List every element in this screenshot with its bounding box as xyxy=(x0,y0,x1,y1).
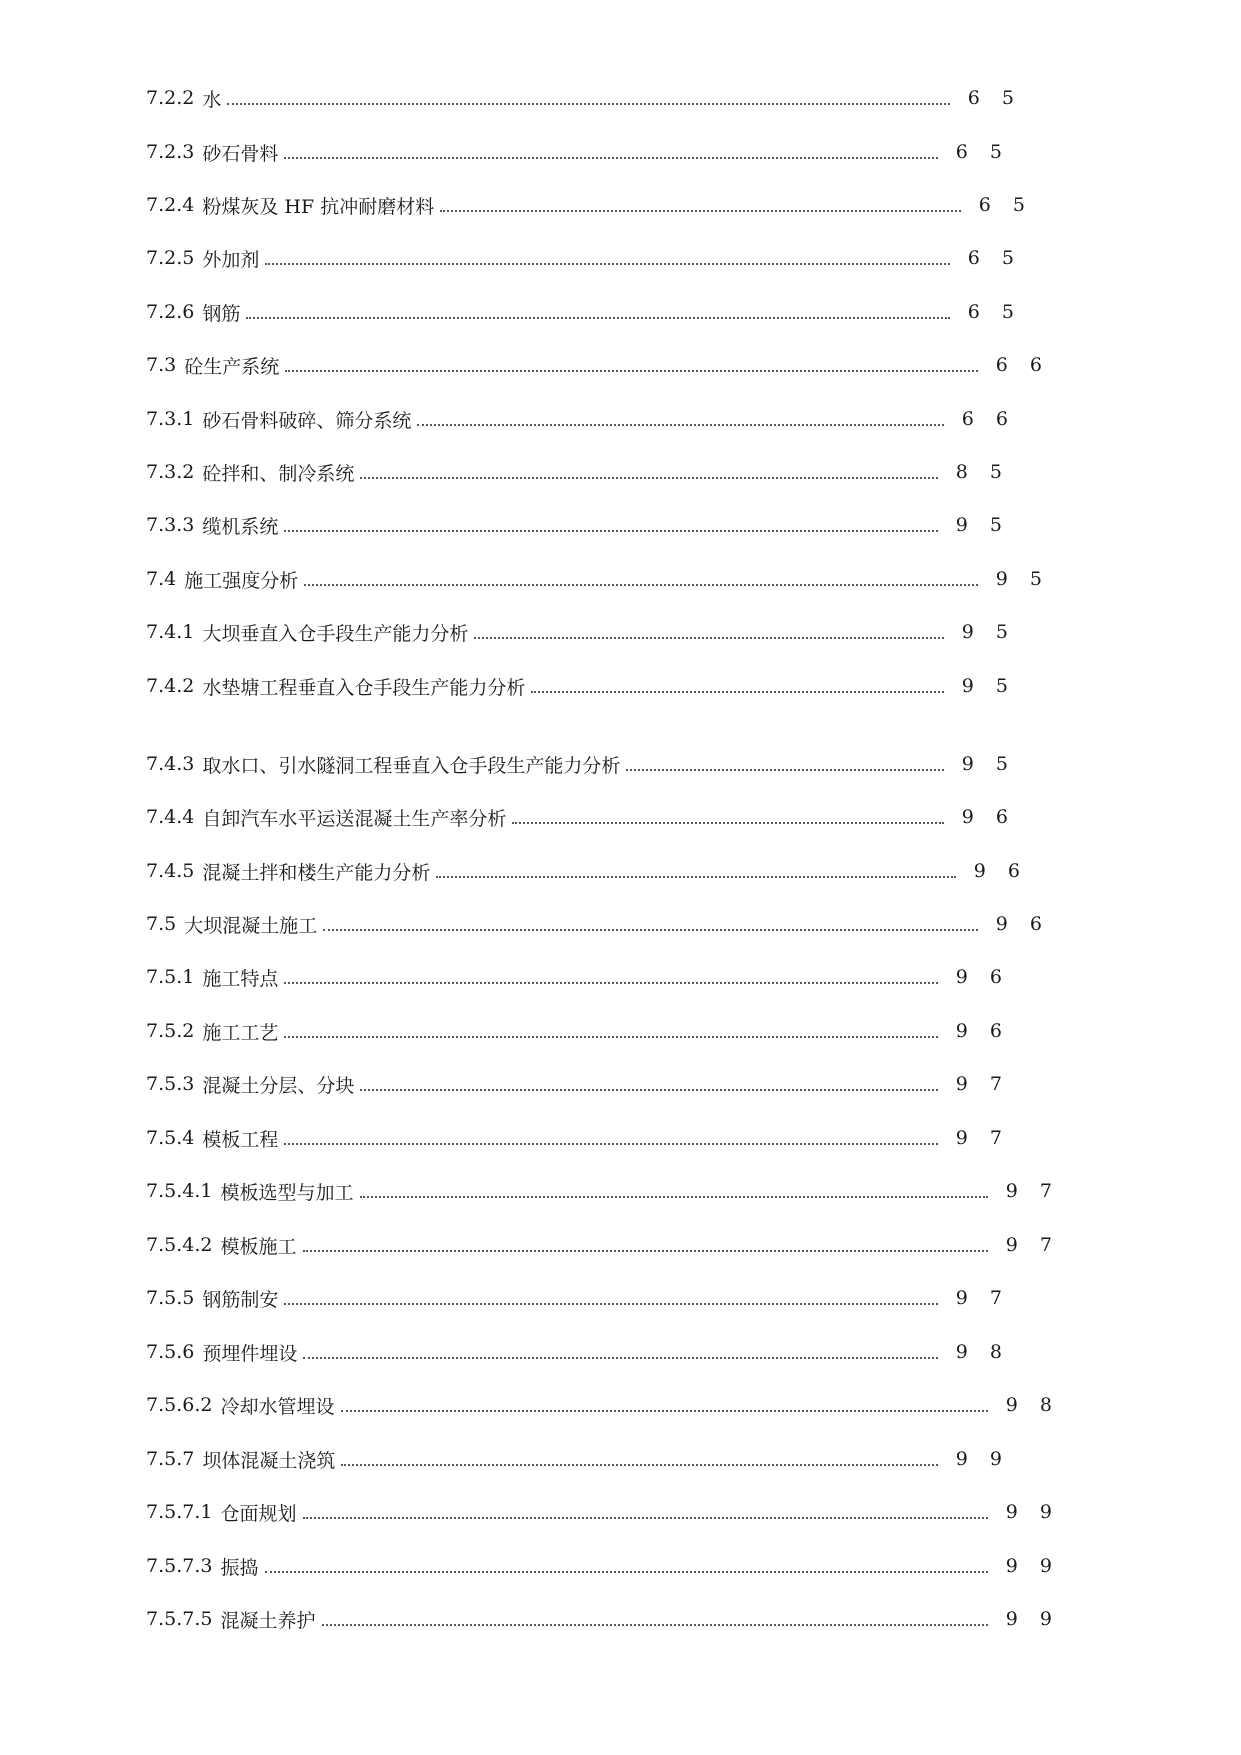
toc-entry-number: 7.5.1 xyxy=(146,966,195,988)
toc-dot-leader xyxy=(265,1570,988,1573)
toc-entry[interactable] xyxy=(146,1016,1010,1046)
toc-entry-title: 砂石骨料破碎、筛分系统 xyxy=(202,409,412,432)
toc-entry[interactable] xyxy=(146,1283,1010,1313)
toc-entry-number: 7.5.7.3 xyxy=(146,1555,213,1577)
toc-entry-title: 砼拌和、制冷系统 xyxy=(202,462,355,485)
toc-entry-page-number: 9 7 xyxy=(1005,1234,1060,1256)
toc-entry-number: 7.3.1 xyxy=(146,408,195,430)
toc-entry-page-number: 9 5 xyxy=(995,568,1050,590)
toc-entry-number: 7.5.4 xyxy=(146,1127,195,1149)
toc-entry-page-number: 6 5 xyxy=(978,194,1033,216)
toc-dot-leader xyxy=(265,262,949,265)
toc-entry[interactable] xyxy=(146,1390,1060,1420)
toc-entry[interactable] xyxy=(146,856,1028,886)
toc-entry[interactable] xyxy=(146,564,1050,594)
toc-dot-leader xyxy=(284,1142,937,1145)
toc-entry-page-number: 9 6 xyxy=(955,966,1010,988)
toc-entry[interactable] xyxy=(146,1444,1010,1474)
toc-entry[interactable] xyxy=(146,457,1010,487)
toc-entry-page-number: 9 5 xyxy=(961,675,1016,697)
toc-entry-page-number: 6 5 xyxy=(955,141,1010,163)
toc-entry-number: 7.4.5 xyxy=(146,860,195,882)
toc-entry-number: 7.3.3 xyxy=(146,514,195,536)
toc-entry-title: 混凝土分层、分块 xyxy=(202,1074,355,1097)
toc-dot-leader xyxy=(284,156,937,159)
toc-dot-leader xyxy=(323,928,978,931)
toc-entry[interactable] xyxy=(146,749,1016,779)
toc-entry-page-number: 9 8 xyxy=(1005,1394,1060,1416)
toc-entry-page-number: 9 9 xyxy=(1005,1501,1060,1523)
toc-entry-number: 7.2.2 xyxy=(146,87,195,109)
toc-dot-leader xyxy=(341,1463,937,1466)
toc-entry-number: 7.3 xyxy=(146,354,177,376)
toc-entry[interactable] xyxy=(146,350,1050,380)
toc-entry[interactable] xyxy=(146,190,1033,220)
toc-entry-page-number: 9 8 xyxy=(955,1341,1010,1363)
toc-entry-title: 混凝土拌和楼生产能力分析 xyxy=(202,861,431,884)
toc-entry-title: 钢筋制安 xyxy=(202,1288,279,1311)
toc-entry-page-number: 9 6 xyxy=(955,1020,1010,1042)
toc-entry-page-number: 9 7 xyxy=(955,1073,1010,1095)
toc-entry[interactable] xyxy=(146,510,1010,540)
toc-dot-leader xyxy=(360,476,937,479)
toc-entry-number: 7.4.3 xyxy=(146,753,195,775)
toc-entry[interactable] xyxy=(146,1497,1060,1527)
toc-entry-page-number: 9 6 xyxy=(995,913,1050,935)
toc-dot-leader xyxy=(417,423,943,426)
toc-entry-page-number: 9 5 xyxy=(961,621,1016,643)
toc-dot-leader xyxy=(303,1516,988,1519)
toc-entry-number: 7.4.2 xyxy=(146,675,195,697)
toc-entry-title: 自卸汽车水平运送混凝土生产率分析 xyxy=(202,807,507,830)
toc-entry-number: 7.5.7.5 xyxy=(146,1608,213,1630)
toc-entry-number: 7.2.4 xyxy=(146,194,195,216)
toc-entry-title: 大坝混凝土施工 xyxy=(184,914,318,937)
toc-entry-number: 7.5.5 xyxy=(146,1287,195,1309)
toc-dot-leader xyxy=(284,1035,937,1038)
toc-dot-leader xyxy=(626,768,943,771)
toc-entry-title: 仓面规划 xyxy=(220,1502,297,1525)
toc-entry-number: 7.2.3 xyxy=(146,141,195,163)
toc-entry[interactable] xyxy=(146,404,1016,434)
toc-entry[interactable] xyxy=(146,671,1016,701)
toc-entry-number: 7.5.3 xyxy=(146,1073,195,1095)
toc-dot-leader xyxy=(474,636,943,639)
toc-dot-leader xyxy=(227,102,949,105)
toc-entry-number: 7.5.7 xyxy=(146,1448,195,1470)
toc-entry-number: 7.4.1 xyxy=(146,621,195,643)
toc-dot-leader xyxy=(360,1195,988,1198)
toc-entry-number: 7.2.5 xyxy=(146,247,195,269)
toc-dot-leader xyxy=(284,1302,937,1305)
toc-entry-page-number: 6 5 xyxy=(967,247,1022,269)
toc-entry-title: 砂石骨料 xyxy=(202,142,279,165)
toc-entry[interactable] xyxy=(146,297,1022,327)
toc-dot-leader xyxy=(303,1356,937,1359)
toc-dot-leader xyxy=(341,1409,988,1412)
toc-entry-page-number: 9 6 xyxy=(961,806,1016,828)
toc-entry[interactable] xyxy=(146,617,1016,647)
toc-entry-number: 7.4.4 xyxy=(146,806,195,828)
toc-entry-page-number: 9 5 xyxy=(961,753,1016,775)
toc-entry-number: 7.2.6 xyxy=(146,301,195,323)
toc-entry-title: 外加剂 xyxy=(202,248,260,271)
toc-entry-title: 混凝土养护 xyxy=(220,1609,316,1632)
toc-entry-number: 7.4 xyxy=(146,568,177,590)
toc-entry[interactable] xyxy=(146,1604,1060,1634)
toc-dot-leader xyxy=(246,316,949,319)
toc-entry-page-number: 6 5 xyxy=(967,301,1022,323)
toc-entry-title: 取水口、引水隧洞工程垂直入仓手段生产能力分析 xyxy=(202,754,621,777)
toc-entry-page-number: 9 9 xyxy=(1005,1555,1060,1577)
toc-entry-title: 缆机系统 xyxy=(202,515,279,538)
toc-entry-page-number: 8 5 xyxy=(955,461,1010,483)
toc-entry[interactable] xyxy=(146,1230,1060,1260)
toc-dot-leader xyxy=(284,981,937,984)
toc-dot-leader xyxy=(304,583,978,586)
toc-entry-page-number: 9 5 xyxy=(955,514,1010,536)
toc-entry-title: 水 xyxy=(202,88,222,111)
toc-entry-title: 模板选型与加工 xyxy=(220,1181,354,1204)
toc-entry-page-number: 9 9 xyxy=(1005,1608,1060,1630)
toc-entry[interactable] xyxy=(146,1069,1010,1099)
toc-entry-page-number: 6 6 xyxy=(995,354,1050,376)
toc-dot-leader xyxy=(436,875,955,878)
toc-dot-leader xyxy=(322,1623,988,1626)
toc-entry[interactable] xyxy=(146,243,1022,273)
toc-entry-page-number: 9 7 xyxy=(1005,1180,1060,1202)
toc-dot-leader xyxy=(303,1249,988,1252)
toc-entry-title: 施工工艺 xyxy=(202,1021,279,1044)
toc-dot-leader xyxy=(440,209,961,212)
toc-entry-title: 模板施工 xyxy=(220,1235,297,1258)
toc-entry-title: 粉煤灰及 HF 抗冲耐磨材料 xyxy=(202,195,435,218)
toc-entry[interactable] xyxy=(146,1176,1060,1206)
toc-dot-leader xyxy=(531,690,943,693)
toc-entry-number: 7.5.4.2 xyxy=(146,1234,213,1256)
toc-entry-title: 水垫塘工程垂直入仓手段生产能力分析 xyxy=(202,676,526,699)
toc-dot-leader xyxy=(284,529,937,532)
toc-entry[interactable] xyxy=(146,909,1050,939)
toc-entry-title: 振捣 xyxy=(220,1556,259,1579)
toc-entry-title: 预埋件埋设 xyxy=(202,1342,298,1365)
toc-dot-leader xyxy=(512,821,943,824)
toc-entry-page-number: 9 6 xyxy=(973,860,1028,882)
toc-entry-number: 7.5.6 xyxy=(146,1341,195,1363)
toc-entry-title: 坝体混凝土浇筑 xyxy=(202,1449,336,1472)
toc-entry-title: 施工强度分析 xyxy=(184,569,299,592)
toc-entry[interactable] xyxy=(146,83,1022,113)
toc-entry[interactable] xyxy=(146,137,1010,167)
toc-entry-number: 7.5.7.1 xyxy=(146,1501,213,1523)
toc-entry-page-number: 6 5 xyxy=(967,87,1022,109)
toc-dot-leader xyxy=(360,1088,937,1091)
toc-entry-title: 大坝垂直入仓手段生产能力分析 xyxy=(202,622,469,645)
toc-entry-number: 7.5 xyxy=(146,913,177,935)
toc-entry[interactable] xyxy=(146,1337,1010,1367)
toc-entry-title: 模板工程 xyxy=(202,1128,279,1151)
toc-entry-page-number: 6 6 xyxy=(961,408,1016,430)
toc-entry-page-number: 9 7 xyxy=(955,1287,1010,1309)
toc-entry-number: 7.5.6.2 xyxy=(146,1394,213,1416)
toc-entry[interactable] xyxy=(146,1551,1060,1581)
toc-entry[interactable] xyxy=(146,802,1016,832)
toc-entry-number: 7.3.2 xyxy=(146,461,195,483)
toc-entry[interactable] xyxy=(146,1123,1010,1153)
toc-entry-number: 7.5.2 xyxy=(146,1020,195,1042)
toc-entry-title: 钢筋 xyxy=(202,302,241,325)
toc-entry-page-number: 9 9 xyxy=(955,1448,1010,1470)
toc-entry[interactable] xyxy=(146,962,1010,992)
toc-dot-leader xyxy=(285,369,978,372)
toc-entry-title: 施工特点 xyxy=(202,967,279,990)
toc-entry-page-number: 9 7 xyxy=(955,1127,1010,1149)
toc-entry-number: 7.5.4.1 xyxy=(146,1180,213,1202)
toc-entry-title: 冷却水管埋设 xyxy=(220,1395,335,1418)
toc-entry-title: 砼生产系统 xyxy=(184,355,280,378)
